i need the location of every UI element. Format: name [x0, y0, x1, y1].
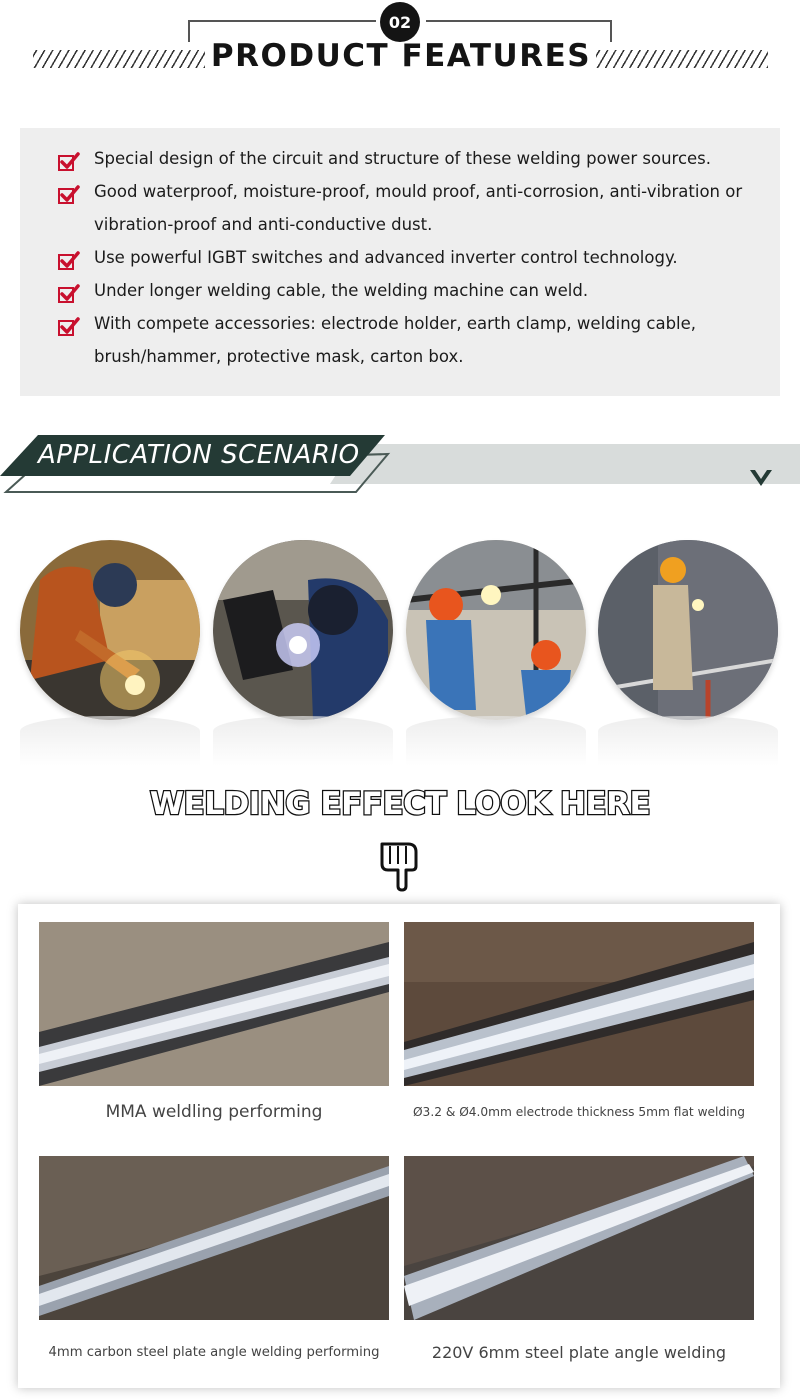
section-number-badge: 02 [380, 2, 420, 42]
weld-photo-angle-220v [404, 1156, 754, 1320]
reflection [213, 716, 393, 766]
feature-item [58, 148, 780, 175]
grinder-worker-photo [20, 540, 200, 720]
check-icon [58, 184, 80, 206]
weld-caption: 4mm carbon steel plate angle welding performing [48, 1345, 380, 1360]
features-box [20, 128, 780, 396]
feature-item [58, 313, 780, 373]
weld-photo-angle-carbon [39, 1156, 389, 1320]
check-icon [58, 283, 80, 305]
reflection [598, 716, 778, 766]
weld-caption: 220V 6mm steel plate angle welding [431, 1343, 727, 1362]
pointing-down-hand-icon [378, 840, 422, 892]
check-icon [58, 151, 80, 173]
hatch-decoration-left [33, 50, 205, 68]
weld-caption: Ø3.2 & Ø4.0mm electrode thickness 5mm flat welding [412, 1105, 746, 1119]
site-welders-photo [406, 540, 586, 720]
feature-text: Special design of the circuit and structure of these welding power sources. [94, 149, 712, 168]
hatch-decoration-right [596, 50, 768, 68]
section-title: PRODUCT FEATURES [210, 38, 592, 74]
chevron-down-icon [748, 466, 774, 490]
check-icon [58, 250, 80, 272]
reflection [20, 716, 200, 766]
application-banner [0, 430, 800, 500]
feature-item [58, 247, 780, 274]
section-header [0, 0, 800, 100]
scaffold-welder-photo [598, 540, 778, 720]
welding-effect-title: WELDING EFFECT LOOK HERE [149, 786, 651, 822]
weld-samples-panel [18, 904, 780, 1388]
feature-text: With compete accessories: electrode holder, earth clamp, welding cable, brush/hammer, protective mask, carton box. [94, 314, 697, 366]
feature-text: Under longer welding cable, the welding machine can weld. [94, 281, 589, 300]
application-title: APPLICATION SCENARIO [38, 440, 360, 470]
weld-photo-mma [39, 922, 389, 1086]
feature-item [58, 280, 780, 307]
check-icon [58, 316, 80, 338]
weld-caption: MMA weldling performing [105, 1102, 323, 1122]
feature-item [58, 181, 780, 241]
feature-text: Use powerful IGBT switches and advanced inverter control technology. [94, 248, 678, 267]
reflection [406, 716, 586, 766]
welder-closeup-photo [213, 540, 393, 720]
weld-photo-flat [404, 922, 754, 1086]
feature-text: Good waterproof, moisture-proof, mould proof, anti-corrosion, anti-vibration or vibration-proof and anti-conductive dust. [94, 182, 743, 234]
